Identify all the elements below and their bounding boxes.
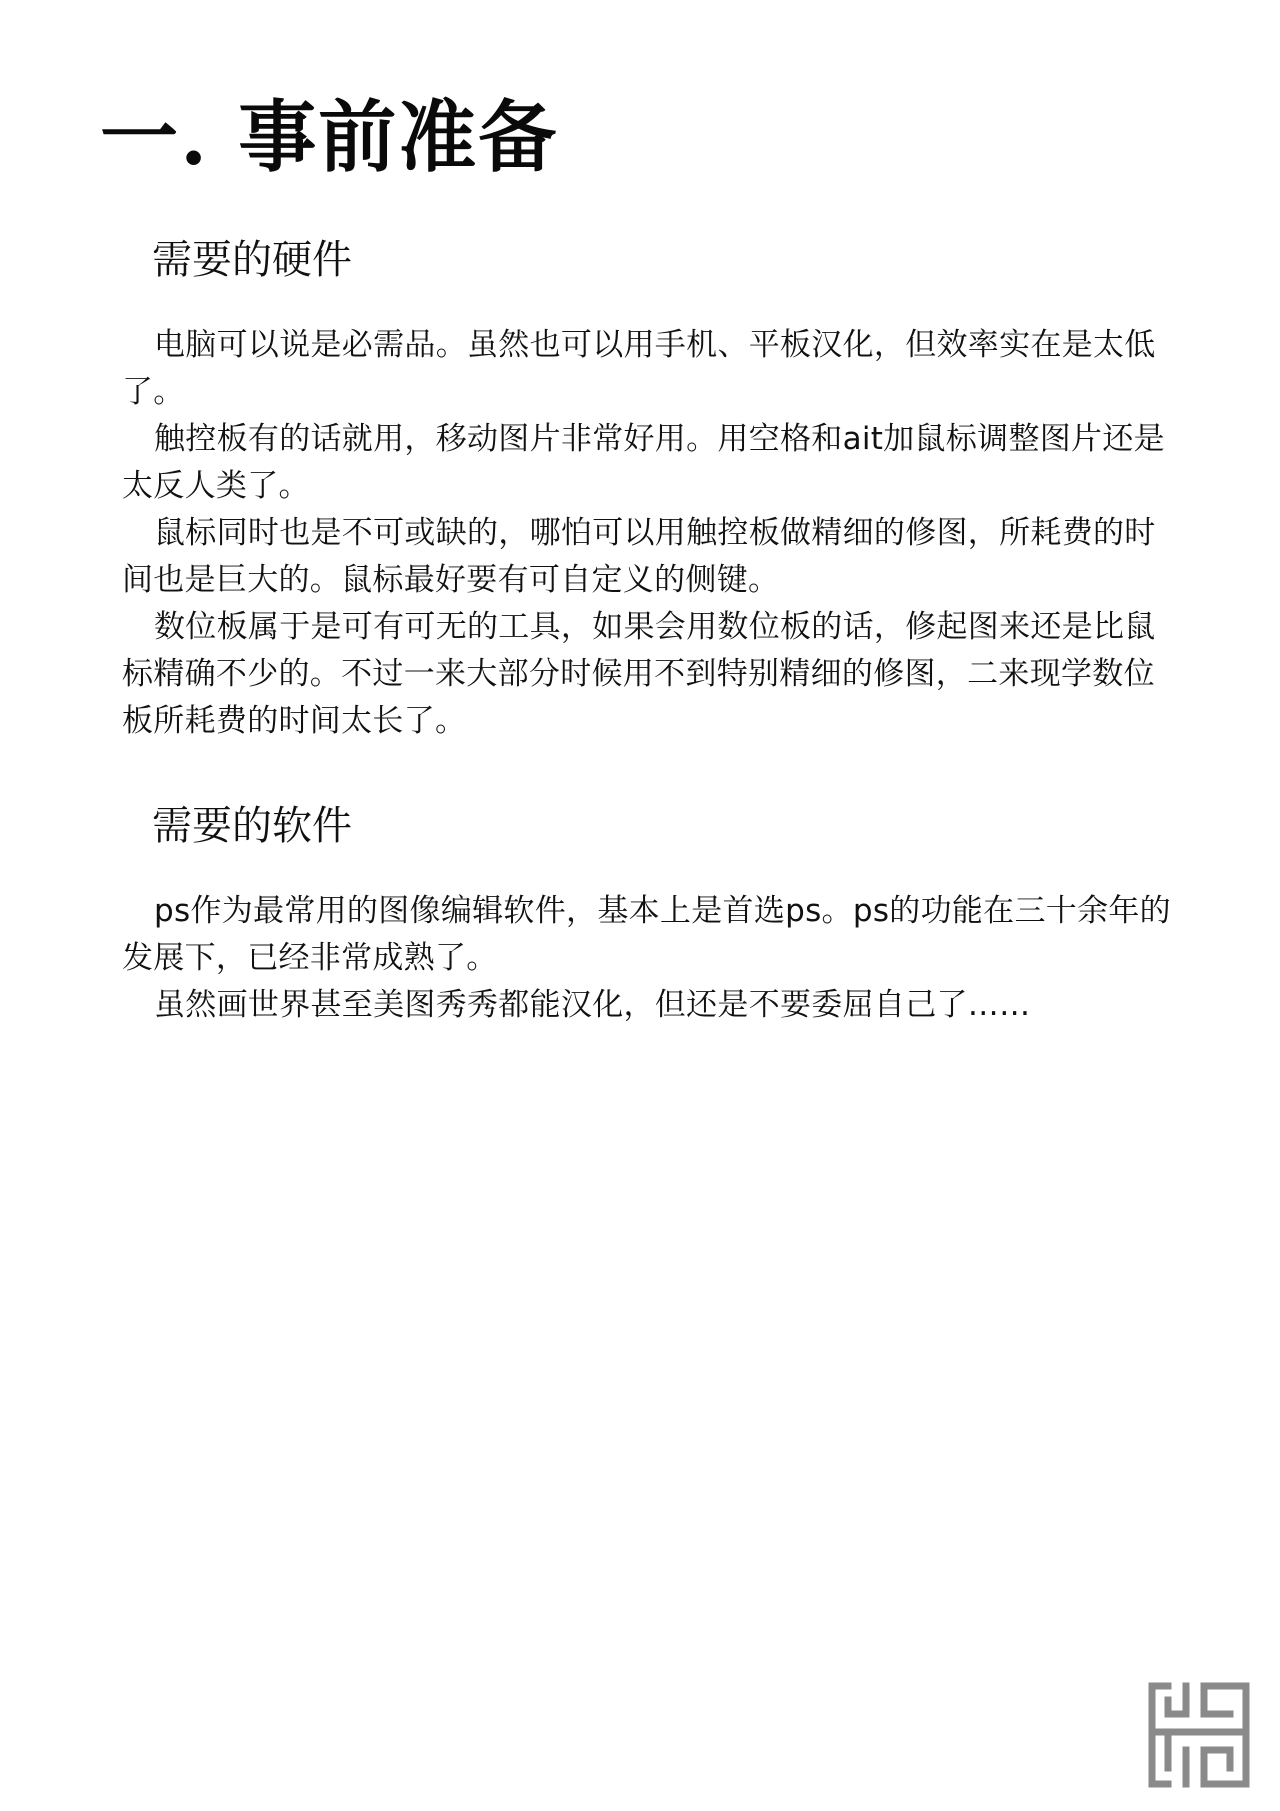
paragraph-touchpad: 触控板有的话就用，移动图片非常好用。用空格和ait加鼠标调整图片还是太反人类了。 xyxy=(122,421,1165,504)
section-body-hardware xyxy=(122,322,1172,745)
paragraph-tablet: 数位板属于是可有可无的工具，如果会用数位板的话，修起图来还是比鼠标精确不少的。不过一来大部分时候用不到特别精细的修图，二来现学数位板所耗费的时间太长了。 xyxy=(122,609,1156,739)
seal-logo-icon xyxy=(1146,1680,1252,1790)
paragraph-mouse: 鼠标同时也是不可或缺的，哪怕可以用触控板做精细的修图，所耗费的时间也是巨大的。鼠标最好要有可自定义的侧键。 xyxy=(122,515,1156,598)
section-hardware xyxy=(122,232,1172,745)
page-title: 一. 事前准备 xyxy=(100,92,559,183)
section-heading-hardware: 需要的硬件 xyxy=(152,237,352,283)
section-body-software xyxy=(122,888,1172,1029)
paragraph-photoshop: ps作为最常用的图像编辑软件，基本上是首选ps。ps的功能在三十余年的发展下，已经非常成熟了。 xyxy=(122,893,1171,976)
section-heading-software: 需要的软件 xyxy=(152,803,352,849)
section-software xyxy=(122,798,1172,1029)
seal-logo-graphic xyxy=(1146,1680,1252,1790)
paragraph-computer: 电脑可以说是必需品。虽然也可以用手机、平板汉化，但效率实在是太低了。 xyxy=(122,327,1156,410)
paragraph-alternatives: 虽然画世界甚至美图秀秀都能汉化，但还是不要委屈自己了…… xyxy=(154,987,1031,1023)
